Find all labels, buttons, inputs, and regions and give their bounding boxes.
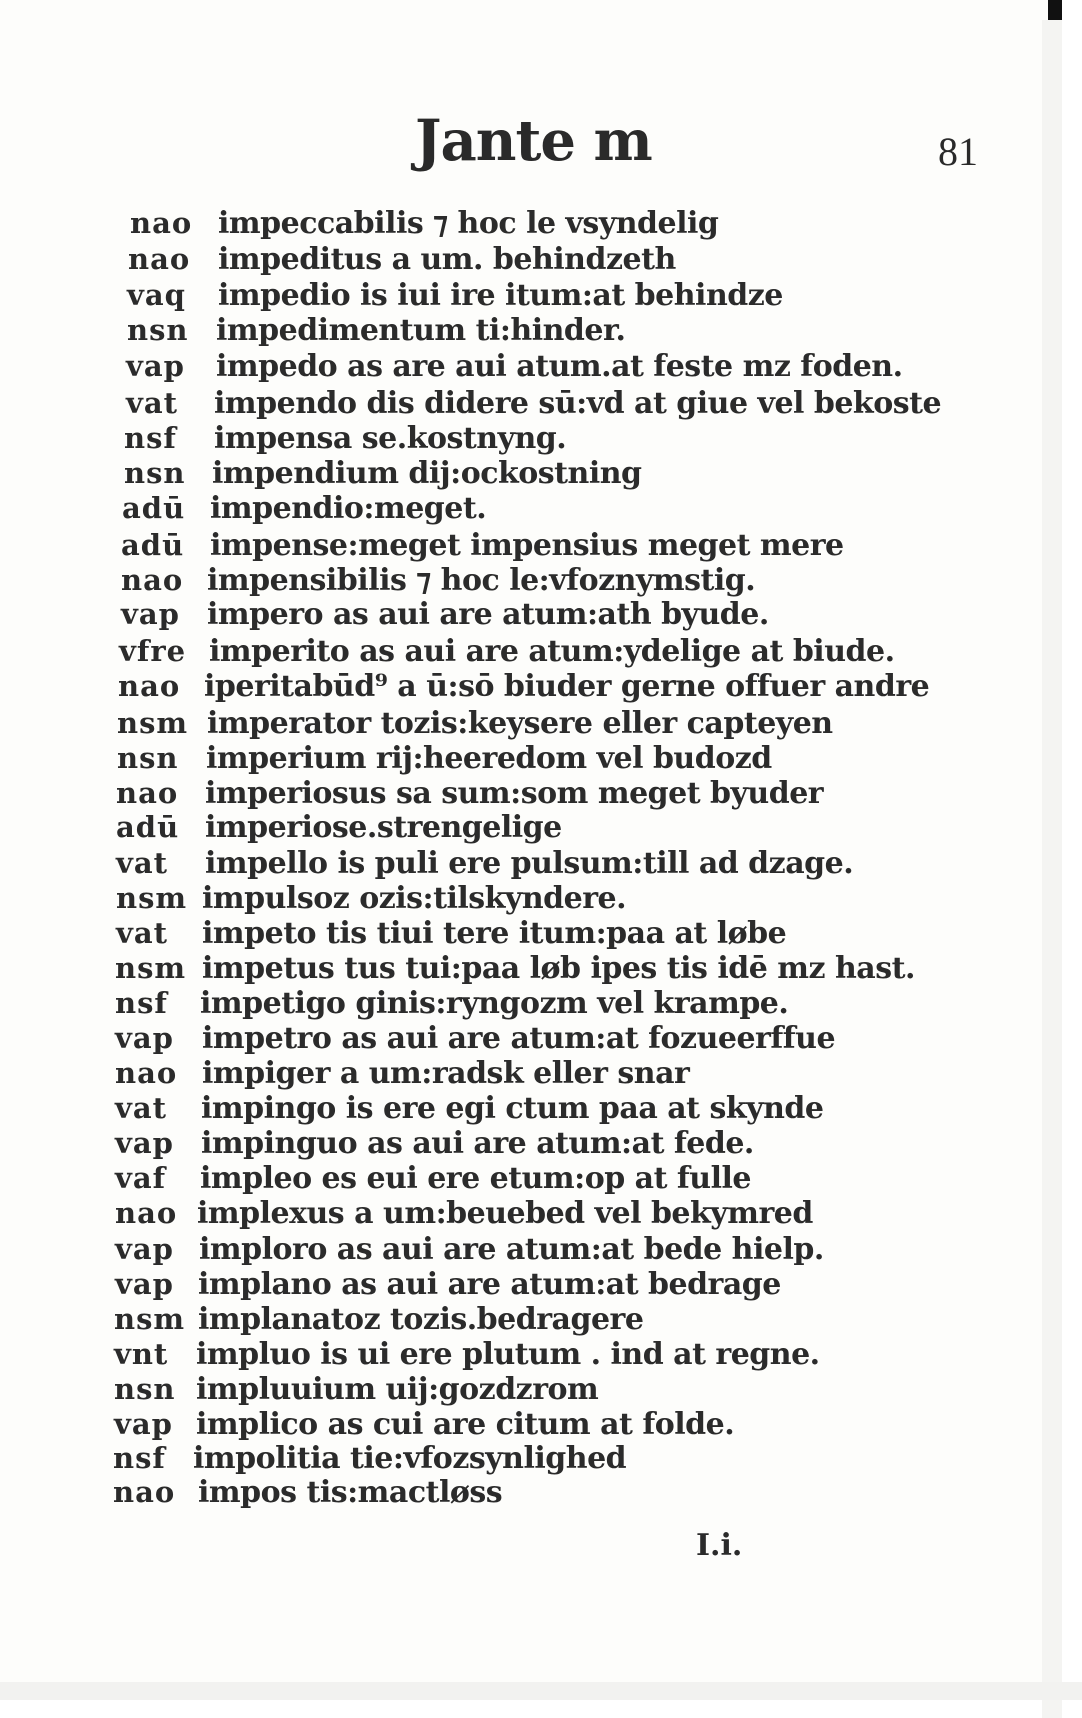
entry-code: nao (113, 1475, 176, 1509)
entry-code: adū (122, 491, 186, 525)
entry-text: iperitabūd⁹ a ū:sō biuder gerne offuer andre (204, 669, 930, 704)
entry-text: implanatoz tozis.bedragere (198, 1302, 644, 1337)
entry-code: nsm (117, 706, 189, 740)
entry-text: implano as aui are atum:at bedrage (198, 1267, 781, 1302)
entry-text: impingo is ere egi ctum paa at skynde (201, 1091, 824, 1126)
entry-code: nao (118, 669, 181, 703)
entry-code: nsm (116, 881, 188, 915)
entry-code: nsn (117, 741, 179, 775)
scan-bottom-margin (0, 1682, 1082, 1700)
entry-code: nao (130, 206, 193, 240)
entry-text: impluo is ui ere plutum . ind at regne. (196, 1337, 820, 1372)
entry-code: nsn (124, 456, 186, 490)
entry-text: imperium rij:heeredom vel budozd (206, 741, 772, 776)
entry-code: vat (116, 846, 169, 880)
entry-code: vap (115, 1021, 174, 1055)
entry-text: imperator tozis:keysere eller capteyen (207, 706, 833, 741)
entry-code: nsf (115, 986, 168, 1020)
entry-text: impeditus a um. behindzeth (218, 242, 676, 277)
entry-text: impeto tis tiui tere itum:paa at løbe (202, 916, 787, 951)
entry-text: impetus tus tui:paa løb ipes tis idē mz hast. (202, 951, 915, 986)
scan-right-margin (1042, 20, 1062, 1718)
entry-text: impense:meget impensius meget mere (210, 528, 844, 563)
entry-code: vap (126, 349, 185, 383)
entry-text: impeccabilis ⁊ hoc le vsyndelig (218, 206, 719, 241)
entry-code: vnt (114, 1337, 169, 1371)
entry-code: vap (115, 1126, 174, 1160)
page-running-head: Jante m (415, 108, 652, 174)
entry-text: impendio:meget. (210, 491, 487, 526)
entry-text: impos tis:mactløss (198, 1475, 503, 1510)
entry-code: vap (115, 1232, 174, 1266)
entry-text: impulsoz ozis:tilskyndere. (202, 881, 627, 916)
entry-code: nao (116, 776, 179, 810)
entry-code: nsn (114, 1372, 176, 1406)
signature-mark: I.i. (696, 1528, 743, 1563)
entry-text: impinguo as aui are atum:at fede. (201, 1126, 754, 1161)
entry-code: nsm (115, 951, 187, 985)
entry-text: impendo dis didere sū:vd at giue vel bekoste (214, 386, 942, 421)
entry-code: vat (116, 916, 169, 950)
entry-text: implexus a um:beuebed vel bekymred (197, 1196, 813, 1231)
entry-code: vap (115, 1267, 174, 1301)
entry-code: nao (128, 242, 191, 276)
entry-text: impetro as aui are atum:at fozueerffue (202, 1021, 836, 1056)
page-number: 81 (938, 129, 978, 174)
entry-code: adū (116, 810, 180, 844)
entry-text: imperito as aui are atum:ydelige at biude. (209, 634, 895, 669)
entry-code: nao (115, 1056, 178, 1090)
entry-code: vfre (119, 634, 187, 668)
entry-text: impero as aui are atum:ath byude. (207, 597, 769, 632)
entry-text: imperiosus sa sum:som meget byuder (205, 776, 824, 811)
entry-code: nsm (114, 1302, 186, 1336)
entry-text: impedio is iui ire itum:at behindze (218, 278, 783, 313)
entry-code: vaf (115, 1161, 167, 1195)
entry-text: impluuium uij:gozdzrom (196, 1372, 599, 1407)
entry-text: impendium dij:ockostning (212, 456, 642, 491)
entry-code: nao (121, 563, 184, 597)
entry-text: impensibilis ⁊ hoc le:vfoznymstig. (207, 563, 756, 598)
entry-text: impedo as are aui atum.at feste mz foden. (216, 349, 903, 384)
entry-text: impedimentum ti:hinder. (216, 313, 626, 348)
entry-code: nsf (124, 421, 177, 455)
entry-text: impetigo ginis:ryngozm vel krampe. (200, 986, 789, 1021)
entry-text: impensa se.kostnyng. (214, 421, 567, 456)
entry-text: impiger a um:radsk eller snar (202, 1056, 690, 1091)
scan-edge-mark (1048, 0, 1062, 20)
entry-text: imperiose.strengelige (205, 810, 562, 845)
entry-text: impleo es eui ere etum:op at fulle (200, 1161, 751, 1196)
entry-code: vaq (127, 278, 186, 312)
entry-text: impello is puli ere pulsum:till ad dzage. (205, 846, 854, 881)
entry-code: nsf (113, 1441, 166, 1475)
entry-code: vat (126, 386, 179, 420)
entry-code: vap (114, 1407, 173, 1441)
entry-code: nao (115, 1196, 178, 1230)
entry-code: adū (121, 528, 185, 562)
entry-text: imploro as aui are atum:at bede hielp. (199, 1232, 824, 1267)
entry-code: vat (115, 1091, 168, 1125)
entry-text: impolitia tie:vfozsynlighed (193, 1441, 627, 1476)
entry-code: vap (121, 597, 180, 631)
entry-code: nsn (127, 313, 189, 347)
entry-text: implico as cui are citum at folde. (196, 1407, 735, 1442)
